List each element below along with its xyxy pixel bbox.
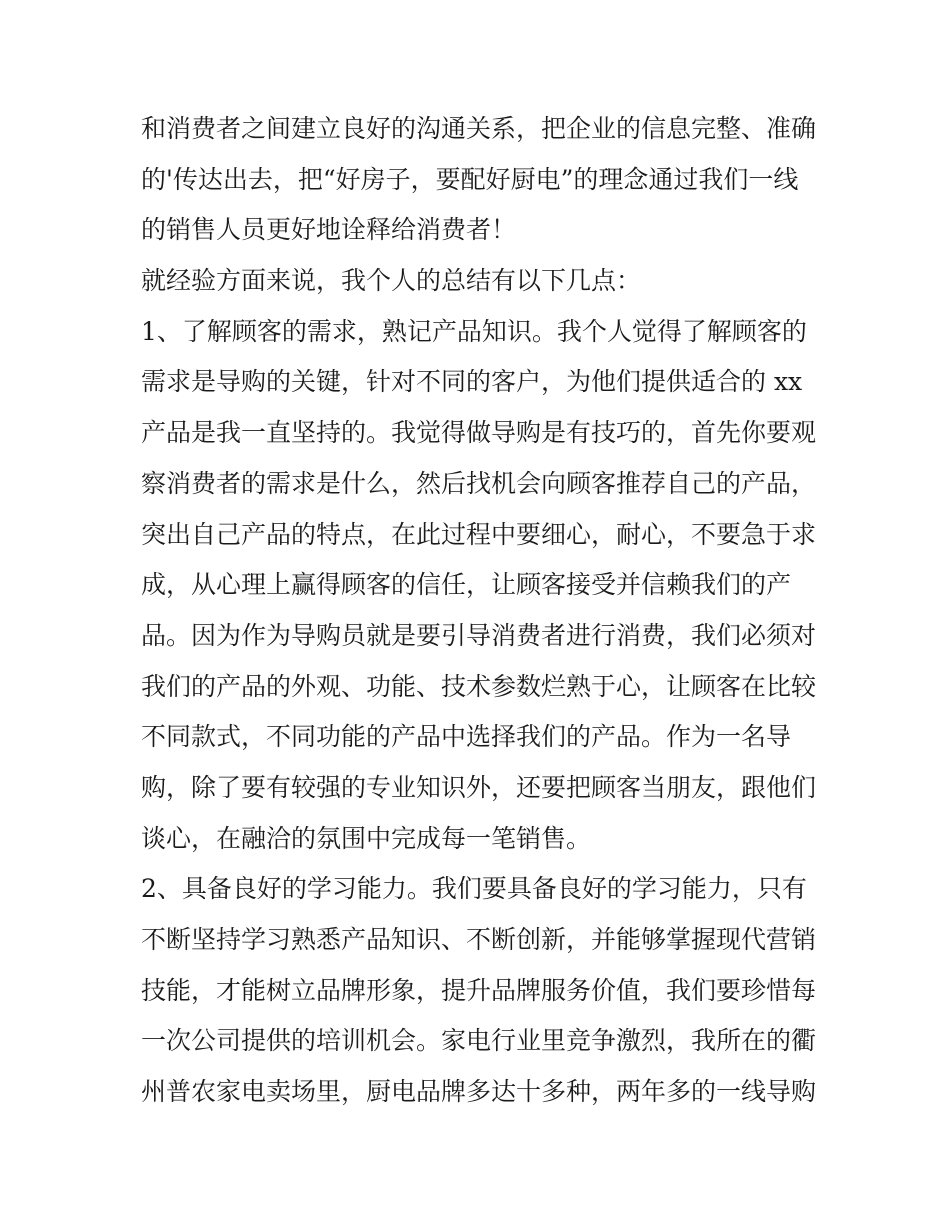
text-line: 的销售人员更好地诠释给消费者！ [141, 215, 517, 245]
text-line: 成，从心理上赢得顾客的信任，让顾客接受并信赖我们的产 [141, 570, 792, 600]
text-line: 不同款式，不同功能的产品中选择我们的产品。作为一名导 [141, 722, 792, 752]
text-line: 产品是我一直坚持的。我觉得做导购是有技巧的，首先你要观 [141, 418, 817, 448]
text-line: 需求是导购的关键，针对不同的客户，为他们提供适合的 xx [141, 367, 803, 397]
text-line: 就经验方面来说，我个人的总结有以下几点： [141, 266, 642, 296]
text-line: 和消费者之间建立良好的沟通关系，把企业的信息完整、准确 [141, 114, 817, 143]
text-line: 1、了解顾客的需求，熟记产品知识。我个人觉得了解顾客的 [141, 316, 807, 346]
text-line: 我们的产品的外观、功能、技术参数烂熟于心，让顾客在比较 [141, 671, 817, 701]
body-text [141, 104, 821, 1118]
text-line: 谈心，在融洽的氛围中完成每一笔销售。 [141, 823, 592, 853]
text-line: 品。因为作为导购员就是要引导消费者进行消费，我们必须对 [141, 620, 817, 650]
text-line: 不断坚持学习熟悉产品知识、不断创新，并能够掌握现代营销 [141, 925, 817, 954]
text-line: 的'传达出去，把“好房子，要配好厨电”的理念通过我们一线 [141, 164, 799, 194]
text-line: 一次公司提供的培训机会。家电行业里竞争激烈，我所在的衢 [141, 1026, 817, 1056]
text-line: 技能，才能树立品牌形象，提升品牌服务价值，我们要珍惜每 [141, 975, 817, 1005]
text-line: 突出自己产品的特点，在此过程中要细心，耐心，不要急于求 [141, 519, 817, 549]
text-line: 州普农家电卖场里，厨电品牌多达十多种，两年多的一线导购 [141, 1077, 817, 1107]
text-line: 察消费者的需求是什么，然后找机会向顾客推荐自己的产品， [141, 468, 817, 498]
text-line: 2、具备良好的学习能力。我们要具备良好的学习能力，只有 [141, 874, 807, 904]
text-line: 购，除了要有较强的专业知识外，还要把顾客当朋友，跟他们 [141, 772, 817, 802]
